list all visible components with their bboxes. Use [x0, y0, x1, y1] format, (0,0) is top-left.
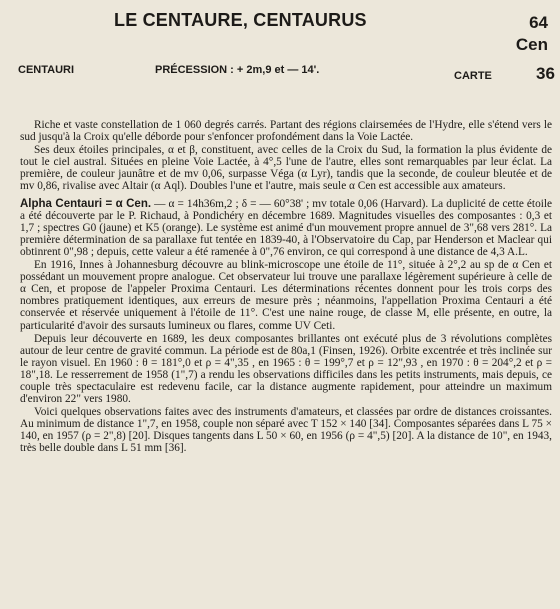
alpha-centauri-text: — α = 14h36m,2 ; δ = — 60°38' ; mv totale 0,06 (Harvard). La duplicité de cette étoile a été découverte par le P. Richaud, à Pondichéry en décembre 1689. Magnitudes visuelles des composantes : 0,3 et 1,7 ; spectres G0 (jaune) et K5 (orange). Le système est animé d'un mouvement propre annuel de 3",68 vers 281°. La première détermination de sa parallaxe fut tentée en 1839-40, à l'Observatoire du Cap, par Henderson et Maclear qui obtinrent 0",98 ; depuis, cette valeur a été ramenée à 0",76 environ, ce qui correspond à une distance de 4,3 A.L. [20, 197, 553, 258]
alpha-centauri-heading: Alpha Centauri = α Cen. [20, 197, 152, 210]
page-number: 64 [529, 13, 548, 32]
paragraph-alpha-centauri [20, 198, 552, 258]
constellation-abbrev: Cen [515, 35, 548, 54]
body-text [20, 119, 552, 456]
paragraph-observations: Voici quelques observations faites avec des instruments d'amateurs, et classées par ordre de distances croissantes. Au minimum de distance 1",7, en 1958, couple non séparé avec T 152 × 140 [34]. Composantes séparées dans L 75 × 140, en 1957 (ρ = 2",8) [20]. Disques tangents dans L 50 × 60, en 1956 (ρ = 4",5) [20]. A la distance de 10", en 1943, très belle double dans L 51 mm [36]. [20, 406, 552, 455]
paragraph-main-stars: Ses deux étoiles principales, α et β, constituent, avec celles de la Croix du Sud, la formation la plus évidente de tout le ciel austral. Situées en pleine Voie Lactée, à 4°,5 l'une de l'autre, elles sont remarquables par leur éclat. La première, de couleur jaunâtre et de mv 0,06, surpasse Véga (α Lyr), tandis que la seconde, de couleur bleutée et de mv 0,86, rivalise avec Altair (α Aql). Doubles l'une et l'autre, mais seule α Cen est accessible aux amateurs. [20, 144, 552, 193]
chart-ref [454, 64, 555, 84]
chart-number: 36 [536, 64, 555, 83]
precession-label: PRÉCESSION : + 2m,9 et — 14'. [155, 64, 320, 76]
page-title: LE CENTAURE, CENTAURUS [114, 10, 367, 30]
paragraph-orbit: Depuis leur découverte en 1689, les deux composantes brillantes ont exécuté plus de 3 révolutions complètes autour de leur centre de gravité commun. La période est de 80a,1 (Finsen, 1926). Orbite excentrée et très inclinée sur le rayon visuel. En 1960 : θ = 181°,0 et ρ = 4",35 , en 1965 : θ = 199°,7 et ρ = 12",93 , en 1970 : θ = 204°,2 et ρ = 18",18. Le resserrement de 1958 (1",7) a rendu les observations difficiles dans les petits instruments, mais depuis, ce couple très spectaculaire est redevenu facile, car la distance augmente rapidement, pour atteindre un maximum d'environ 22" vers 1980. [20, 332, 552, 406]
page-number-block [516, 12, 548, 56]
chart-label: CARTE [454, 70, 492, 82]
paragraph-intro: Riche et vaste constellation de 1 060 degrés carrés. Partant des régions clairsemées de l'Hydre, elle s'étend vers le sud jusqu'à la Croix qu'elle déborde pour s'enfoncer profondément dans la Voie Lactée. [20, 119, 552, 144]
paragraph-proxima: En 1916, Innes à Johannesburg découvre au blink-microscope une étoile de 11°, située à 2°,2 au sp de α Cen et possédant un mouvement propre analogue. Cet observateur lui trouve une parallaxe légèrement supérieure à celle de α Cen, et propose de l'appeler Proxima Centauri. Les déterminations récentes donnent pour les trois corps des nombres pratiquement identiques, aux erreurs de mesure près ; néanmoins, l'appellation Proxima Centauri a été conservée et réservée uniquement à l'étoile de 11°. C'est une naine rouge, de classe M, elle présente, en outre, la particularité d'avoir des sursauts lumineux ou flares, comme UV Ceti. [20, 259, 552, 332]
genitive-label: CENTAURI [18, 64, 75, 76]
